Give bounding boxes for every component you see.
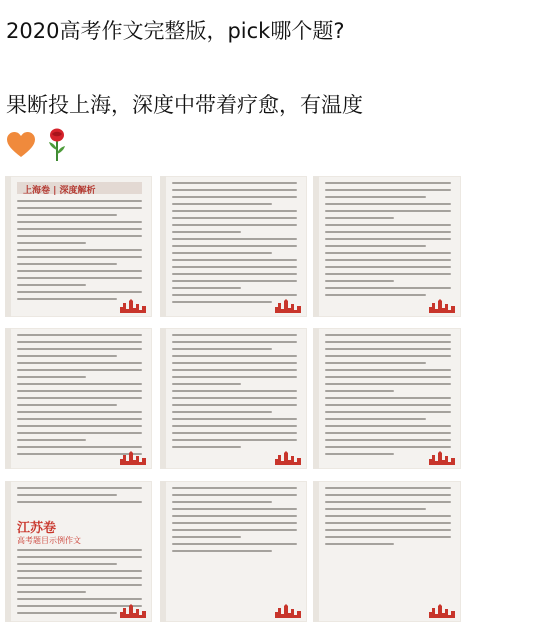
essay-image-tile[interactable] — [160, 176, 307, 317]
essay-image-grid — [0, 176, 550, 637]
essay-image-tile[interactable] — [5, 481, 152, 622]
post-title: 2020高考作文完整版，pick哪个题? — [6, 19, 345, 43]
tile-city-sub: 高考题目示例作文 — [17, 536, 81, 545]
skyline-icon — [275, 299, 301, 313]
skyline-icon — [275, 451, 301, 465]
essay-image-tile[interactable] — [313, 176, 461, 317]
skyline-icon — [120, 451, 146, 465]
essay-image-tile[interactable] — [5, 176, 152, 317]
orange-heart-icon — [6, 131, 36, 163]
post-body: 果断投上海，深度中带着疗愈，有温度 — [6, 93, 363, 117]
skyline-icon — [429, 299, 455, 313]
skyline-icon — [429, 451, 455, 465]
essay-image-tile[interactable] — [5, 328, 152, 469]
tile-city-label: 江苏卷 — [17, 521, 57, 536]
rose-icon — [45, 128, 69, 166]
skyline-icon — [120, 299, 146, 313]
skyline-icon — [275, 604, 301, 618]
emoji-row — [6, 128, 73, 164]
tile-banner-text: 上海卷 | 深度解析 — [23, 186, 96, 196]
essay-image-tile[interactable] — [160, 481, 307, 622]
essay-image-tile[interactable] — [313, 481, 461, 622]
essay-image-tile[interactable] — [313, 328, 461, 469]
skyline-icon — [429, 604, 455, 618]
essay-image-tile[interactable] — [160, 328, 307, 469]
skyline-icon — [120, 604, 146, 618]
